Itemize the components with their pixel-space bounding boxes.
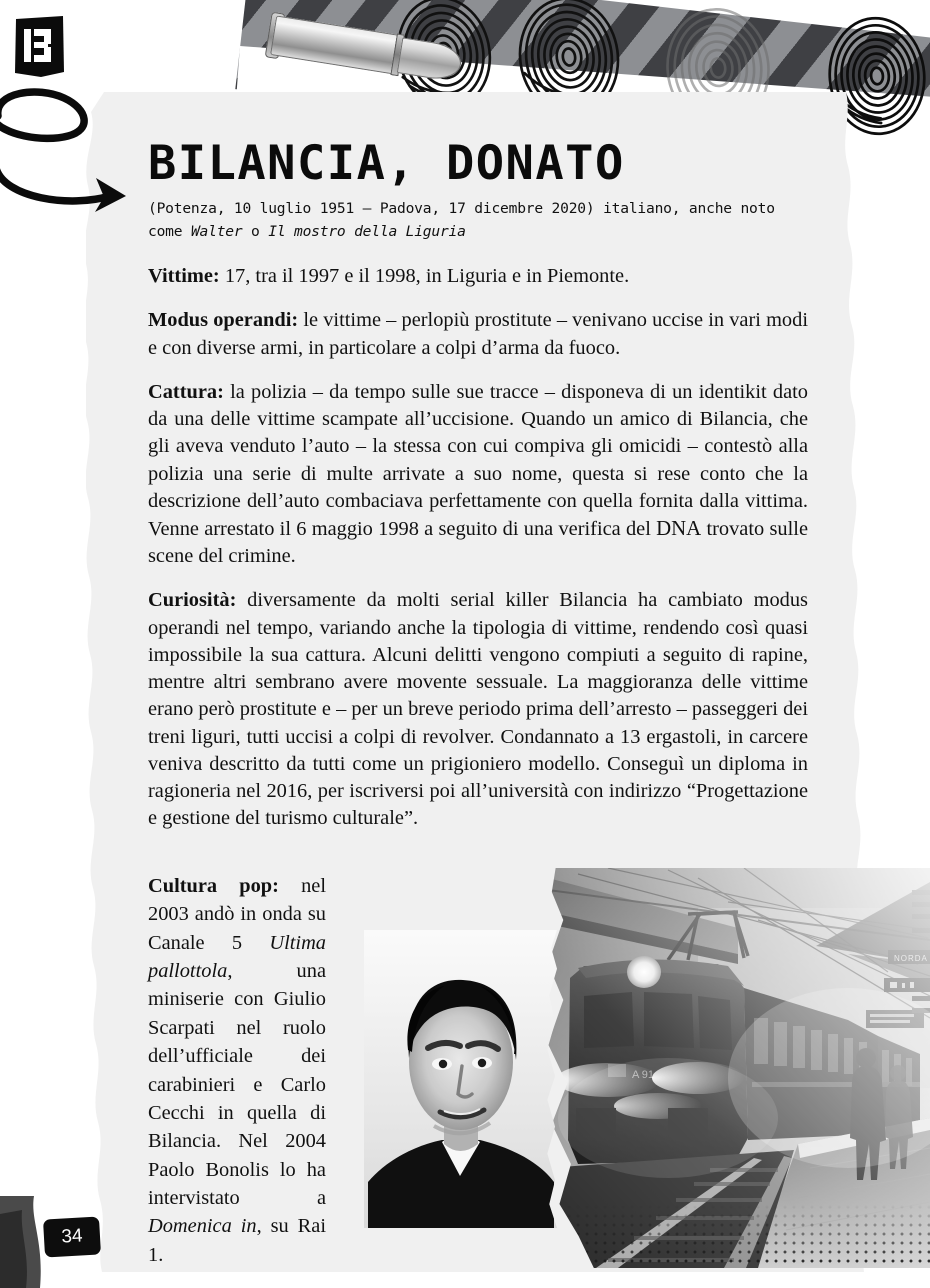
alias-walter: Walter: [190, 223, 243, 241]
tv-title-domenica-in: Domenica in: [148, 1215, 257, 1238]
alias-mostro-liguria: Il mostro della Liguria: [268, 223, 466, 241]
halftone-dither-overlay: [548, 1204, 930, 1268]
tv-title-ultima-pallottola: Ultima pallottola: [148, 931, 326, 983]
portrait-photo: [364, 930, 557, 1228]
hand-drawn-arrow-icon: [0, 86, 172, 236]
subtitle-prefix: (Potenza, 10 luglio 1951 – Padova, 17 dicembre 2020) italiano, anche noto come: [148, 200, 775, 241]
section-text-cattura-a: la polizia – da tempo sulle sue tracce – disponeva di un identikit dato da una delle vittime scampate all’uccisione. Quando un amico di Bilancia, che gli aveva venduto l’auto – la stessa con cui compiva gli omicidi – contestò alla polizia una serie di multe arrivate a suo nome, questa si rese conto che la descrizione dell’auto combaciava perfettamente con quella fornita dalla vittima. Venne arrestato il 6 maggio 1998 a seguito di una verifica del: [148, 380, 808, 540]
page-number: 34: [60, 1225, 84, 1248]
section-label-cattura: Cattura:: [148, 380, 224, 403]
pop-text-2: , una miniserie con Giulio Scarpati nel ruolo dell’ufficiale dei carabinieri e Carlo Cecchi in quella di Bilancia. Nel 2004 Paolo Bonolis lo ha intervistato a: [148, 960, 326, 1209]
pop-text-3: , su Rai 1.: [148, 1215, 326, 1266]
train-station-photo: [548, 868, 930, 1268]
section-label-vittime: Vittime:: [148, 265, 220, 288]
dna-smallcaps: DNA: [656, 516, 702, 540]
section-text-curiosita: diversamente da molti serial killer Bilancia ha cambiato modus operandi nel tempo, variando anche la tipologia di vittime, rendendo così quasi impossibile la sua cattura. Alcuni delitti vengono compiuti a seguito di rapine, mentre altri sembrano avere movente sessuale. La maggioranza delle vittime erano però prostitute e – per un breve periodo prima dell’arresto – passeggeri dei treni liguri, tutti uccisi a colpi di revolver. Condannato a 13 ergastoli, in carcere veniva descritto da tutti come un prigioniero modello. Conseguì un diploma in ragioneria nel 2016, per iscriversi poi all’università con indirizzo “Progettazione e gestione del turismo culturale”.: [148, 589, 808, 830]
section-text-vittime: 17, tra il 1997 e il 1998, in Liguria e in Piemonte.: [219, 265, 630, 288]
section-curiosita: [148, 587, 808, 832]
section-label-modus-operandi: Modus operandi:: [148, 309, 299, 332]
section-text-modus-operandi: le vittime – perlopiù prostitute – venivano uccise in vari modi e con diverse armi, in particolare a colpi d’arma da fuoco.: [148, 309, 808, 359]
entry-title: BILANCIA, DONATO: [148, 136, 625, 191]
subtitle-mid: o: [242, 223, 269, 241]
section-text-cattura-b: trovato sulle scene del crimine.: [148, 517, 808, 568]
section-label-cultura-pop: Cultura pop:: [148, 875, 279, 897]
letter-index-badge: [14, 16, 66, 78]
section-cattura: [148, 379, 808, 571]
entry-subtitle: [148, 197, 808, 243]
pop-text-1: nel 2003 andò in onda su Canale 5: [148, 875, 327, 954]
section-modus-operandi: [148, 307, 808, 361]
page-number-badge: [43, 1216, 101, 1257]
section-vittime: [148, 263, 808, 290]
article-body: [148, 136, 808, 850]
section-label-curiosita: Curiosità:: [148, 589, 237, 612]
